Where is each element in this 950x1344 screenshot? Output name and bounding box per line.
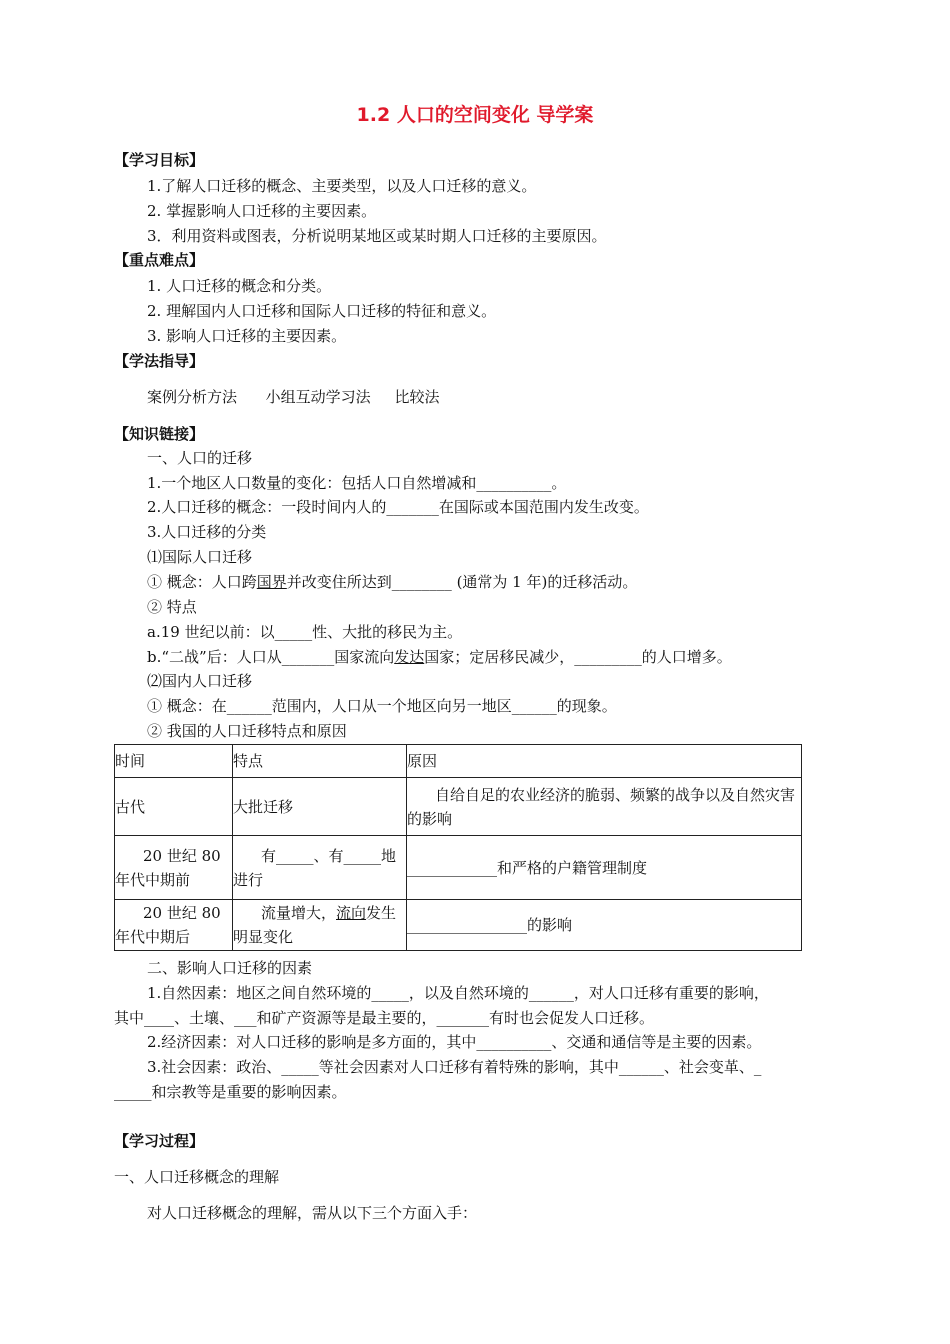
- section-heading-knowledge: 【知识链接】: [114, 425, 205, 443]
- text-fragment: 国家；定居移民减少，_________的人口增多。: [424, 648, 732, 666]
- factors-line: 其中____、土壤、___和矿产资源等是最主要的，_______有时也会促发人口迁移。: [114, 1009, 655, 1027]
- factors-line: 2.经济因素：对人口迁移的影响是多方面的，其中__________、交通和通信等是主要的因素。: [147, 1033, 762, 1051]
- section-heading-process: 【学习过程】: [114, 1132, 205, 1150]
- table-header-cell: 时间: [115, 745, 233, 778]
- table-row: [115, 836, 802, 900]
- factors-line: 3.社会因素：政治、_____等社会因素对人口迁移有着特殊的影响，其中______、社会变革、_: [147, 1058, 762, 1076]
- table-header-cell: 原因: [407, 745, 802, 778]
- table-cell-reason: 自给自足的农业经济的脆弱、频繁的战争以及自然灾害的影响: [407, 778, 802, 836]
- section-heading-key: 【重点难点】: [114, 251, 205, 269]
- key-item: 1. 人口迁移的概念和分类。: [147, 277, 332, 295]
- table-header-row: [115, 745, 802, 778]
- knowledge-line: [147, 572, 637, 592]
- text-fragment: 流量增大，: [261, 904, 337, 922]
- knowledge-line: [147, 647, 732, 667]
- process-subheading: 一、人口迁移概念的理解: [114, 1168, 280, 1186]
- table-header-cell: 特点: [233, 745, 407, 778]
- table-row: [115, 900, 802, 951]
- text-fragment: ① 概念：人口跨: [147, 573, 257, 591]
- knowledge-line: ⑴国际人口迁移: [147, 548, 253, 566]
- text-fragment: 发生明显变化: [233, 904, 397, 946]
- knowledge-line: 3.人口迁移的分类: [147, 523, 267, 541]
- factors-line: _____和宗教等是重要的影响因素。: [114, 1083, 347, 1101]
- section-heading-goals: 【学习目标】: [114, 151, 205, 169]
- underlined-term: 流向: [336, 904, 367, 922]
- table-cell-reason: ________________的影响: [407, 900, 802, 951]
- page-title: 1.2 人口的空间变化 导学案: [356, 104, 594, 126]
- text-fragment: 并改变住所达到________ (通常为 1 年)的迁移活动。: [286, 573, 638, 591]
- text-fragment: b.“二战”后：人口从_______国家流向: [147, 648, 395, 666]
- table-cell-feature: 大批迁移: [233, 778, 407, 836]
- knowledge-line: a.19 世纪以前：以_____性、大批的移民为主。: [147, 623, 463, 641]
- knowledge-line: ② 特点: [147, 598, 197, 616]
- knowledge-line: 2.人口迁移的概念：一段时间内人的_______在国际或本国范围内发生改变。: [147, 498, 649, 516]
- key-item: 2. 理解国内人口迁移和国际人口迁移的特征和意义。: [147, 302, 497, 320]
- method-text: 案例分析方法 小组互动学习法 比较法: [147, 388, 440, 406]
- underlined-term: 国界: [256, 573, 287, 591]
- knowledge-line: ② 我国的人口迁移特点和原因: [147, 722, 347, 740]
- table-cell-feature: 有_____、有_____地进行: [233, 836, 407, 900]
- knowledge-line: ① 概念：在______范围内，人口从一个地区向另一地区______的现象。: [147, 697, 617, 715]
- section-heading-method: 【学法指导】: [114, 352, 205, 370]
- table-row: [115, 778, 802, 836]
- table-cell-reason: ____________和严格的户籍管理制度: [407, 836, 802, 900]
- factors-line: 1.自然因素：地区之间自然环境的_____，以及自然环境的______，对人口迁移有重要的影响，: [147, 984, 769, 1002]
- goal-item: 2. 掌握影响人口迁移的主要因素。: [147, 202, 377, 220]
- process-paragraph: 对人口迁移概念的理解，需从以下三个方面入手：: [147, 1204, 478, 1222]
- table-cell-time: 古代: [115, 778, 233, 836]
- knowledge-subheading: 一、人口的迁移: [147, 449, 253, 467]
- goal-item: 3．利用资料或图表，分析说明某地区或某时期人口迁移的主要原因。: [147, 227, 607, 245]
- knowledge-line: ⑵国内人口迁移: [147, 672, 253, 690]
- key-item: 3. 影响人口迁移的主要因素。: [147, 327, 347, 345]
- factors-heading: 二、影响人口迁移的因素: [147, 959, 313, 977]
- goal-item: 1.了解人口迁移的概念、主要类型，以及人口迁移的意义。: [147, 177, 537, 195]
- table-cell-time: 20 世纪 80 年代中期前: [115, 836, 233, 900]
- underlined-term: 发达: [394, 648, 425, 666]
- table-cell-feature: [233, 900, 407, 951]
- migration-table: [114, 744, 802, 951]
- table-cell-time: 20 世纪 80 年代中期后: [115, 900, 233, 951]
- knowledge-line: 1.一个地区人口数量的变化：包括人口自然增减和__________。: [147, 474, 567, 492]
